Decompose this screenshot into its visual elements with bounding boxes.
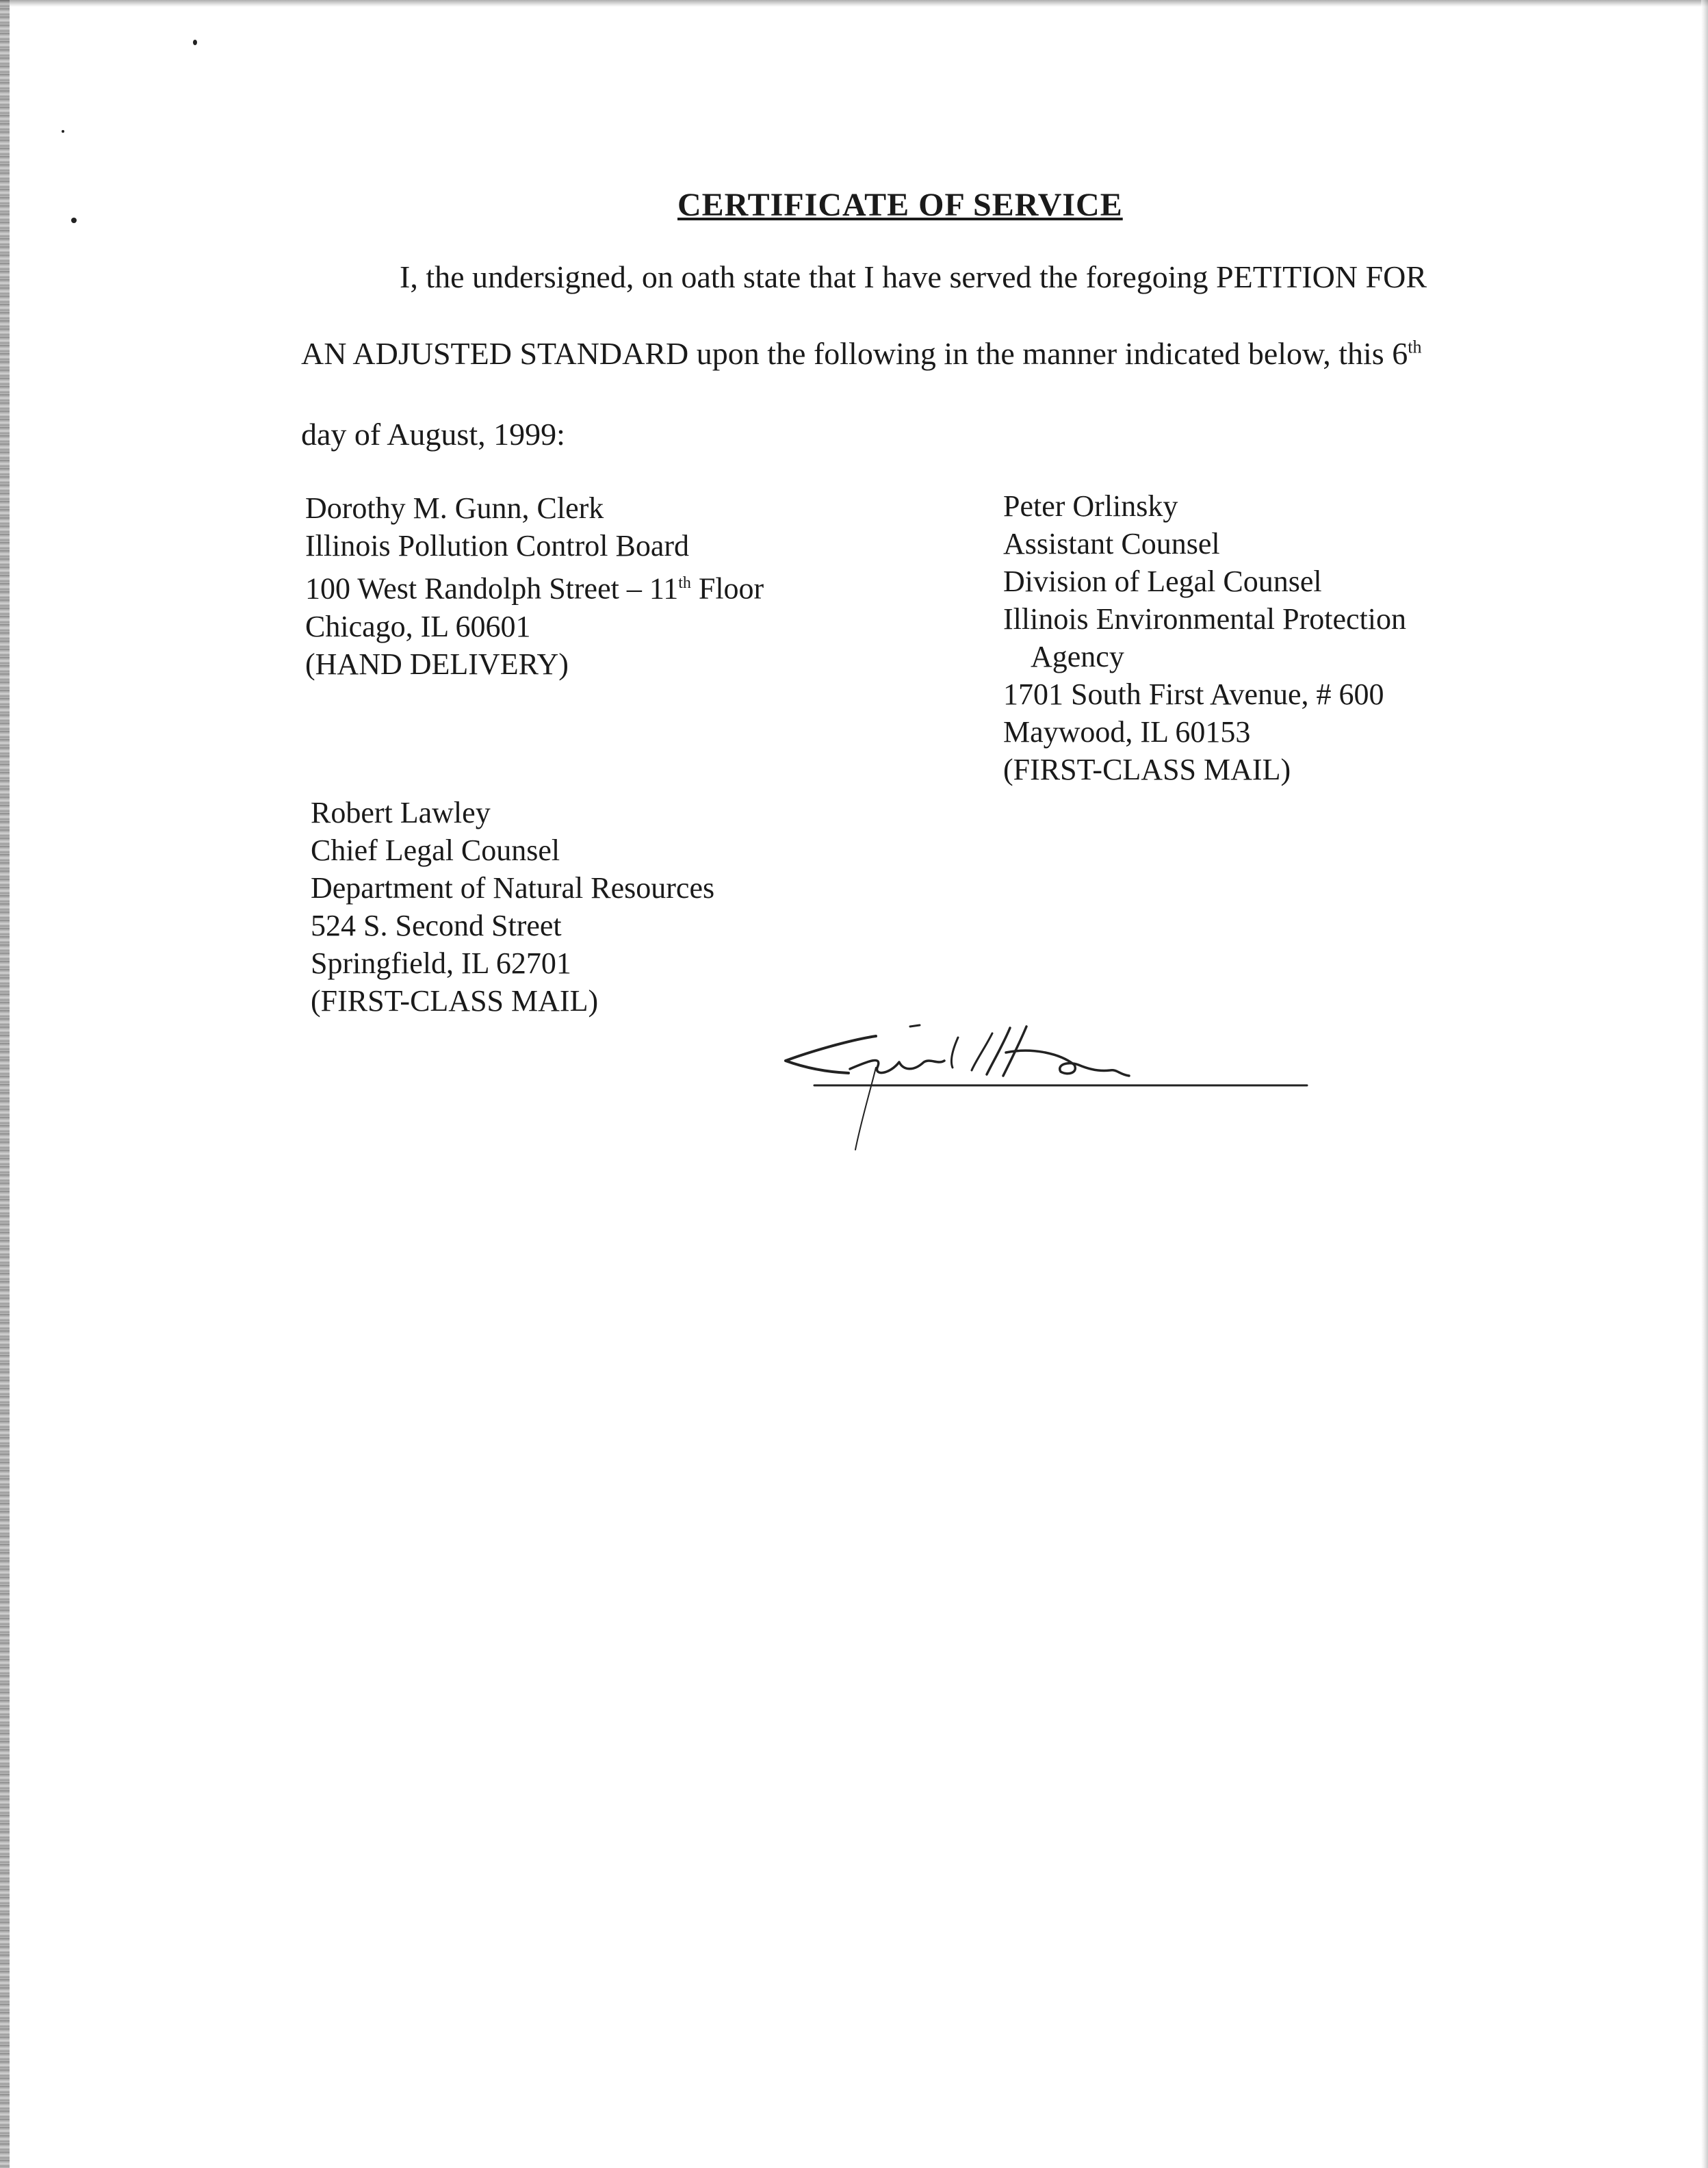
recipient-org: Illinois Environmental Protection [1003,602,1407,636]
recipient-division: Division of Legal Counsel [1003,565,1322,598]
street-suffix: Floor [690,571,764,606]
signature-stroke [855,1068,876,1150]
scan-edge-top [0,0,1708,7]
recipient-street: 1701 South First Avenue, # 600 [1003,678,1384,711]
scan-edge-right [1701,0,1708,2168]
recipient-org: Illinois Pollution Control Board [305,529,690,563]
recipient-delivery: (HAND DELIVERY) [305,647,569,681]
body-line-2 [301,335,1421,372]
signature-stroke [1006,1050,1129,1076]
body-line-3: day of August, 1999: [301,417,565,452]
recipient-title: Assistant Counsel [1003,527,1220,560]
recipient-org: Department of Natural Resources [311,871,715,905]
recipient-city: Maywood, IL 60153 [1003,715,1251,749]
body-line-2-text: AN ADJUSTED STANDARD upon the following in the manner indicated below, this 6 [301,336,1408,371]
recipient-orlinsky [1003,487,1406,788]
recipient-org-continued: Agency [1031,640,1124,673]
recipient-city: Chicago, IL 60601 [305,609,531,643]
scan-speck [193,40,197,45]
recipient-title: Chief Legal Counsel [311,834,560,867]
body-line-1: I, the undersigned, on oath state that I have served the foregoing PETITION FOR [400,259,1427,294]
recipient-name: Robert Lawley [311,796,491,829]
recipient-delivery: (FIRST-CLASS MAIL) [1003,753,1291,786]
signature-stroke [951,1037,958,1068]
signature-stroke [972,1033,992,1070]
recipient-lawley [311,794,714,1020]
street-ordinal: th [678,574,691,592]
recipient-name: Dorothy M. Gunn, Clerk [305,491,604,525]
recipient-street [305,565,764,608]
recipient-name: Peter Orlinsky [1003,489,1178,523]
recipient-delivery: (FIRST-CLASS MAIL) [311,984,599,1018]
scan-speck [62,130,64,133]
scan-speck [71,218,77,223]
recipient-street: 524 S. Second Street [311,909,562,942]
document-title: CERTIFICATE OF SERVICE [677,187,1123,223]
body-line-2-ordinal: th [1408,337,1422,357]
signature-stroke [850,1060,944,1072]
handwritten-signature [773,1020,1314,1157]
recipient-city: Springfield, IL 62701 [311,946,571,980]
street-prefix: 100 West Randolph Street – 11 [305,571,679,606]
signature-stroke [786,1036,876,1073]
recipient-gunn [305,489,764,683]
signature-stroke [910,1025,920,1027]
scan-edge-left [0,0,10,2168]
